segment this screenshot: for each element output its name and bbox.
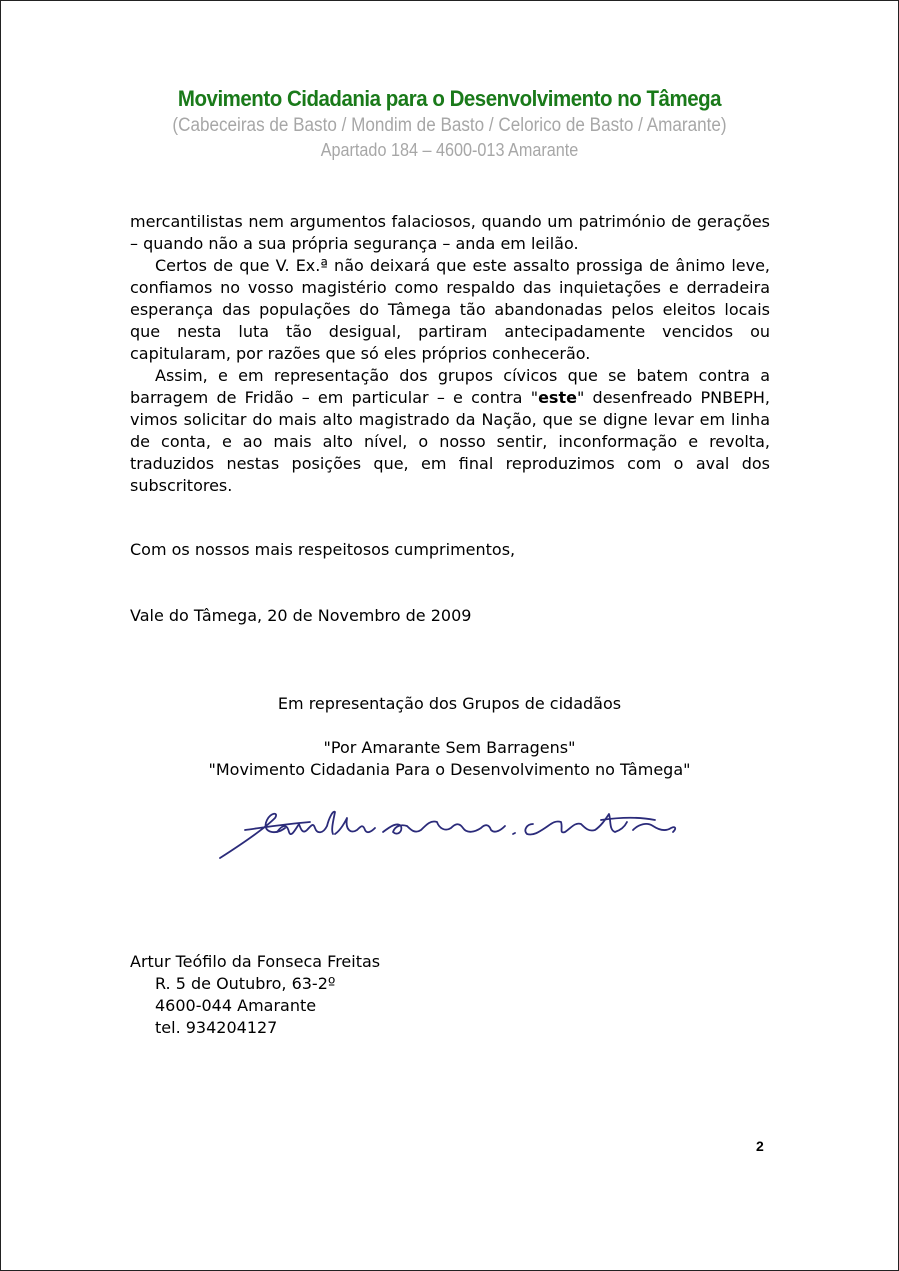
handwritten-signature: [215, 800, 685, 870]
signer-street: R. 5 de Outubro, 63-2º: [155, 974, 336, 993]
paragraph-3-end: " desenfreado PNBEPH, vimos solicitar do mais alto magistrado da Nação, que se digne levar em linha de conta, e ao mais alto nível, o nosso sentir, inconformação e revolta, traduzidos nestas posições que, em final reproduzimos com o aval dos subscritores.: [130, 388, 770, 495]
letter-body: [130, 211, 770, 497]
representation-line: Em representação dos Grupos de cidadãos: [277, 694, 622, 713]
paragraph-3-start: Assim, e em representação dos grupos cívicos que se batem contra a barragem de Fridão – em particular – e contra ": [130, 366, 770, 407]
letterhead-address: Apartado 184 – 4600-013 Amarante: [320, 140, 579, 160]
signer-name: Artur Teófilo da Fonseca Freitas: [130, 952, 381, 971]
page-number: 2: [756, 1138, 764, 1154]
place-date: Vale do Tâmega, 20 de Novembro de 2009: [130, 606, 472, 625]
signer-postal: 4600-044 Amarante: [155, 996, 317, 1015]
letterhead-subtitle: (Cabeceiras de Basto / Mondim de Basto / Celorico de Basto / Amarante): [172, 115, 727, 136]
signer-phone: tel. 934204127: [155, 1018, 278, 1037]
group-name-2: "Movimento Cidadania Para o Desenvolvimento no Tâmega": [208, 760, 691, 779]
signer-details: [130, 951, 380, 1039]
letterhead: [0, 84, 899, 162]
paragraph-3: [130, 365, 770, 497]
paragraph-2: Certos de que V. Ex.ª não deixará que este assalto prossiga de ânimo leve, confiamos no vosso magistério como respaldo das inquietações e derradeira esperança das populações do Tâmega tão abandonadas pelos eleitos locais que nesta luta tão desigual, partiram antecipadamente vencidos ou capitularam, por razões que só eles próprios conhecerão.: [130, 256, 770, 363]
paragraph-1: mercantilistas nem argumentos falaciosos, quando um património de gerações – quando não a sua própria segurança – anda em leilão.: [130, 212, 770, 253]
group-name-1: "Por Amarante Sem Barragens": [323, 738, 576, 757]
closing-salutation: Com os nossos mais respeitosos cumprimentos,: [130, 540, 516, 559]
letterhead-title: Movimento Cidadania para o Desenvolvimento no Tâmega: [177, 86, 722, 111]
paragraph-3-emphasis: este: [538, 388, 577, 407]
signature-mark: [215, 800, 685, 870]
